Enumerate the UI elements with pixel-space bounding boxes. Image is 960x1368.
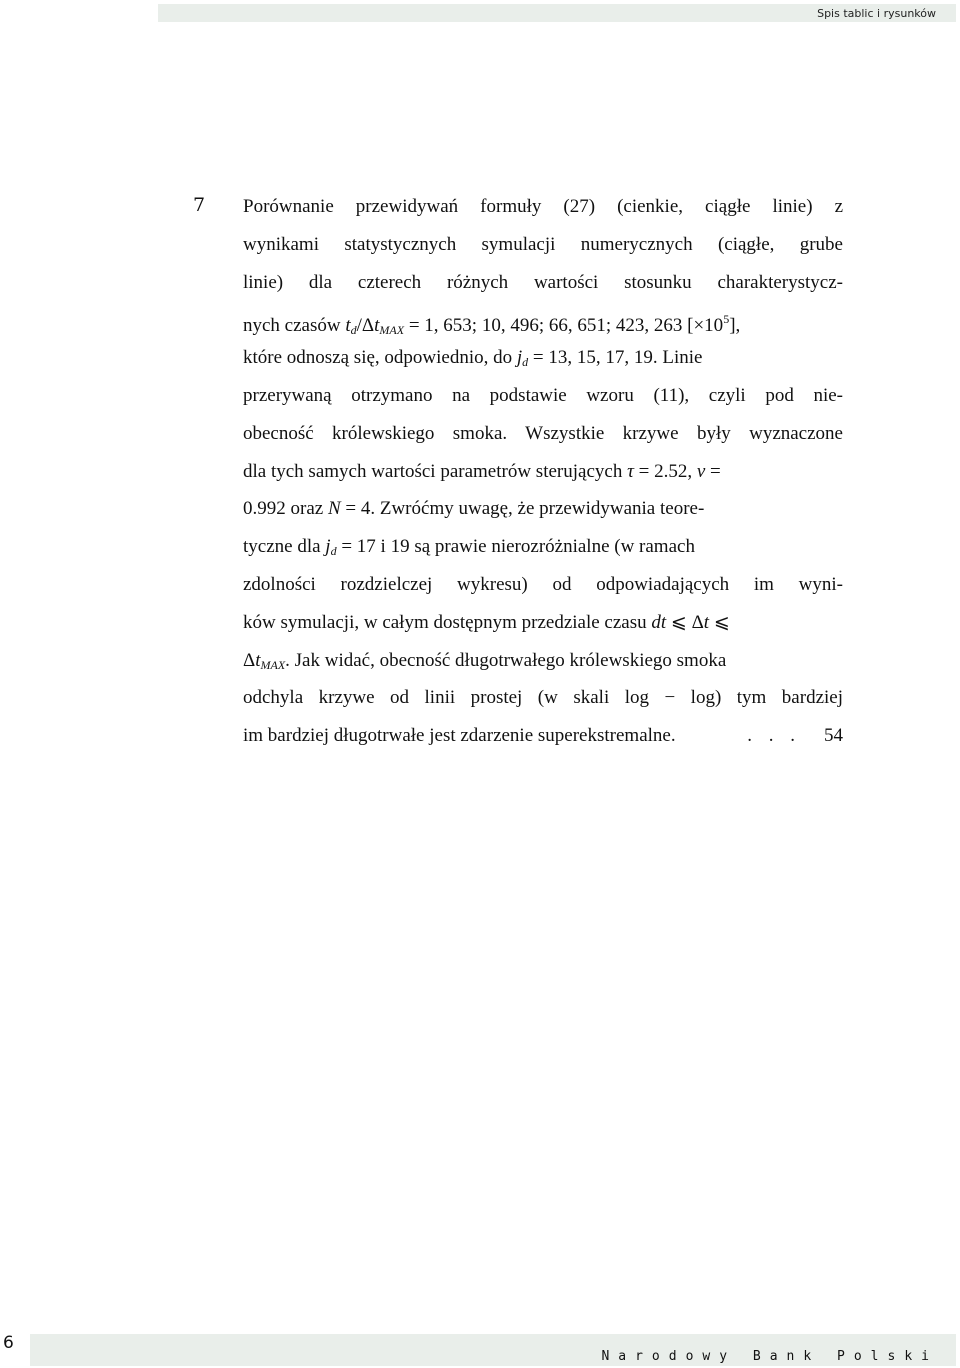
entry-line-7: obecność królewskiego smoka. Wszystkie krzywe były wyznaczone (243, 422, 843, 444)
entry-line-10: tyczne dla $j_d = 17$ i 19 są prawie nierozróżnialne (w ramach (243, 536, 695, 559)
entry-line-3: linie) dla czterech różnych wartości stosunku charakterystycz- (243, 271, 843, 293)
footer-page-number: 6 (3, 1333, 14, 1353)
entry-line-2: wynikami statystycznych symulacji numerycznych (ciągłe, grube (243, 233, 843, 255)
footer-publisher: Narodowy Bank Polski (601, 1349, 938, 1364)
entry-line-5: które odnoszą się, odpowiednio, do $j_d = 13$, 15, 17, 19. Linie (243, 347, 703, 370)
entry-line-15: im bardziej długotrwałe jest zdarzenie superekstremalne. . . . 54 (243, 717, 843, 755)
entry-line-9: 0.992 oraz N = 4. Zwróćmy uwagę, że przewidywania teore- (243, 498, 705, 520)
entry-line-11: zdolności rozdzielczej wykresu) od odpowiadających im wyni- (243, 573, 843, 595)
entry-number: 7 (193, 194, 206, 216)
entry-line-8: dla tych samych wartości parametrów sterujących τ = 2.52, v = (243, 460, 721, 482)
entry-line-4: nych czasów $t_d/\Delta t_{MAX} = 1$, 653; 10, 496; 66, 651; 423, 263 $[\times 10^5]$, (243, 312, 741, 338)
dot-leader: . . . (747, 725, 801, 747)
entry-line-13: $\Delta t_{MAX}$. Jak widać, obecność długotrwałego królewskiego smoka (243, 649, 727, 672)
entry-line-6: przerywaną otrzymano na podstawie wzoru (11), czyli pod nie- (243, 384, 843, 406)
page-reference[interactable]: 54 (824, 725, 843, 747)
entry-line-14: odchyla krzywe od linii prostej (w skali log − log) tym bardziej (243, 687, 843, 709)
figure-list-entry[interactable] (243, 188, 843, 755)
entry-line-1: Porównanie przewidywań formuły (27) (cienkie, ciągłe linie) z (243, 196, 843, 217)
entry-line-12: ków symulacji, w całym dostępnym przedziale czasu dt ⩽ Δt ⩽ (243, 611, 730, 633)
running-header-title: Spis tablic i rysunków (817, 7, 936, 20)
running-header (158, 4, 956, 22)
